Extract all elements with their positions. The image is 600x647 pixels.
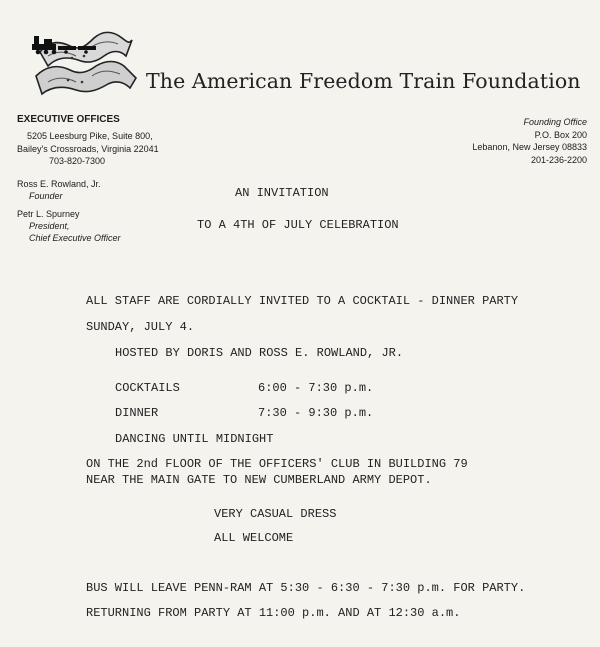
invitation-intro: ALL STAFF ARE CORDIALLY INVITED TO A COCKTAIL - DINNER PARTY (86, 294, 519, 308)
freedom-train-logo-icon (26, 18, 138, 98)
schedule-time: 6:00 - 7:30 p.m. (258, 381, 374, 395)
person-role: Chief Executive Officer (29, 233, 121, 243)
executive-offices-title: EXECUTIVE OFFICES (17, 114, 120, 125)
invitation-heading: AN INVITATION (235, 186, 329, 200)
exec-address-line1: 5205 Leesburg Pike, Suite 800, (27, 131, 153, 141)
dress-code: VERY CASUAL DRESS (214, 507, 337, 521)
organization-name: The American Freedom Train Foundation (146, 69, 581, 93)
person-president (17, 208, 121, 244)
return-times: RETURNING FROM PARTY AT 11:00 p.m. AND AT 12:30 a.m. (86, 606, 461, 620)
founding-address-line2: Lebanon, New Jersey 08833 (472, 142, 587, 152)
founding-office-block (472, 116, 587, 166)
bus-departure: BUS WILL LEAVE PENN-RAM AT 5:30 - 6:30 - 7:30 p.m. FOR PARTY. (86, 581, 526, 595)
person-role: Founder (29, 191, 63, 201)
founding-address-line1: P.O. Box 200 (534, 129, 587, 140)
invitation-hosts: HOSTED BY DORIS AND ROSS E. ROWLAND, JR. (115, 346, 404, 360)
person-role: President, (29, 221, 70, 231)
schedule-label: DINNER (115, 406, 159, 420)
founding-office-title: Founding Office (523, 117, 587, 127)
schedule-label: COCKTAILS (115, 381, 180, 395)
invitation-dancing: DANCING UNTIL MIDNIGHT (115, 432, 274, 446)
invitation-date: SUNDAY, JULY 4. (86, 320, 195, 334)
location-line1: ON THE 2nd FLOOR OF THE OFFICERS' CLUB IN BUILDING 79 (86, 457, 468, 471)
exec-address-line2: Bailey's Crossroads, Virginia 22041 (17, 144, 159, 154)
exec-phone: 703-820-7300 (49, 156, 106, 166)
person-name: Ross E. Rowland, Jr. (17, 179, 101, 189)
invitation-subheading: TO A 4TH OF JULY CELEBRATION (197, 218, 399, 232)
person-founder (17, 178, 101, 202)
schedule-time: 7:30 - 9:30 p.m. (258, 406, 374, 420)
all-welcome: ALL WELCOME (214, 531, 294, 545)
person-name: Petr L. Spurney (17, 209, 80, 219)
location-line2: NEAR THE MAIN GATE TO NEW CUMBERLAND ARMY DEPOT. (86, 473, 432, 487)
founding-phone: 201-236-2200 (530, 154, 587, 165)
